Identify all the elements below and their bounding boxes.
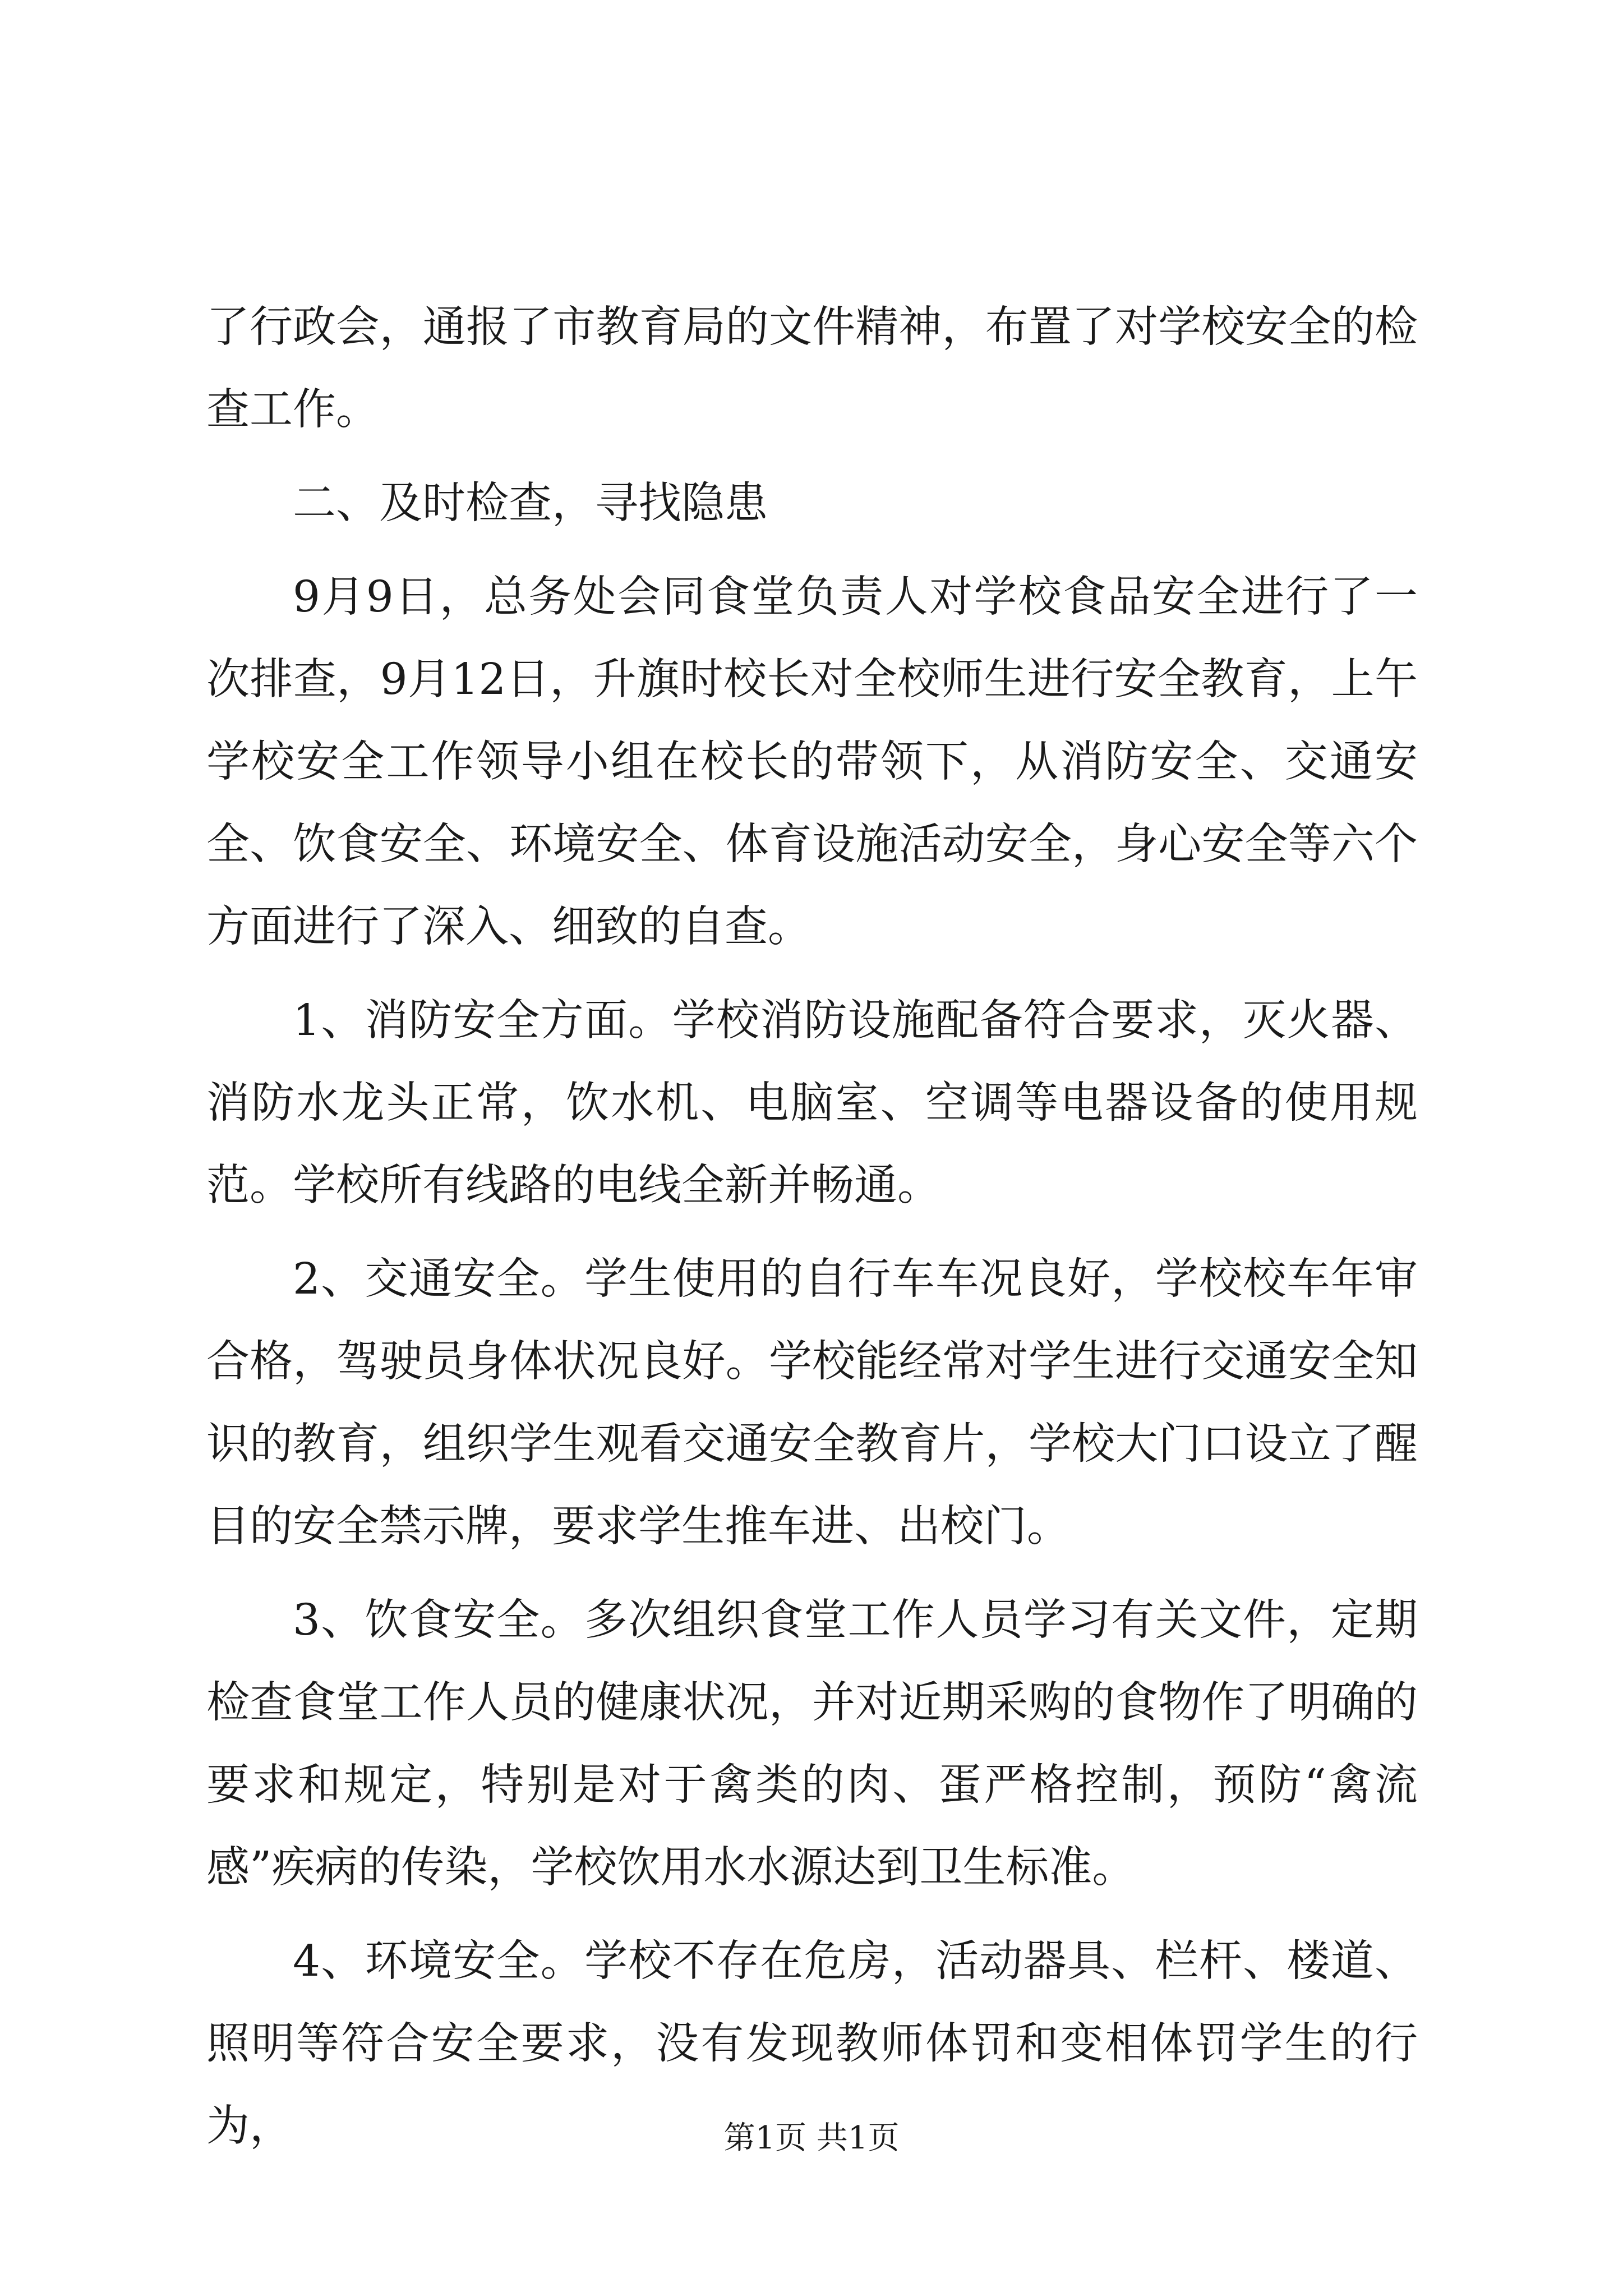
paragraph-1: 了行政会，通报了市教育局的文件精神，布置了对学校安全的检查工作。	[206, 302, 1418, 435]
paragraph-fire-safety: 1、消防安全方面。学校消防设施配备符合要求，灭火器、消防水龙头正常，饮水机、电脑室、空调等电器设备的使用规范。学校所有线路的电线全新并畅通。	[206, 996, 1418, 1211]
paragraph-food-safety: 3、饮食安全。多次组织食堂工作人员学习有关文件，定期检查食堂工作人员的健康状况，并对近期采购的食物作了明确的要求和规定，特别是对于禽类的肉、蛋严格控制，预防“禽流感”疾病的传染，学校饮用水水源达到卫生标准。	[206, 1595, 1418, 1893]
paragraph-environment-safety: 4、环境安全。学校不存在危房，活动器具、栏杆、楼道、照明等符合安全要求，没有发现教师体罚和变相体罚学生的行为，	[206, 1936, 1418, 2151]
paragraph-traffic-safety: 2、交通安全。学生使用的自行车车况良好，学校校车年审合格，驾驶员身体状况良好。学校能经常对学生进行交通安全知识的教育，组织学生观看交通安全教育片，学校大门口设立了醒目的安全禁示牌，要求学生推车进、出校门。	[206, 1254, 1418, 1552]
page-footer: 第1页 共1页	[723, 2120, 900, 2156]
section-heading-2: 二、及时检查，寻找隐患	[293, 478, 768, 528]
document-body	[206, 286, 1418, 2168]
paragraph-3: 9月9日，总务处会同食堂负责人对学校食品安全进行了一次排查，9月12日，升旗时校长对全校师生进行安全教育，上午学校安全工作领导小组在校长的带领下，从消防安全、交通安全、饮食安全、环境安全、体育设施活动安全，身心安全等六个方面进行了深入、细致的自查。	[206, 572, 1418, 952]
